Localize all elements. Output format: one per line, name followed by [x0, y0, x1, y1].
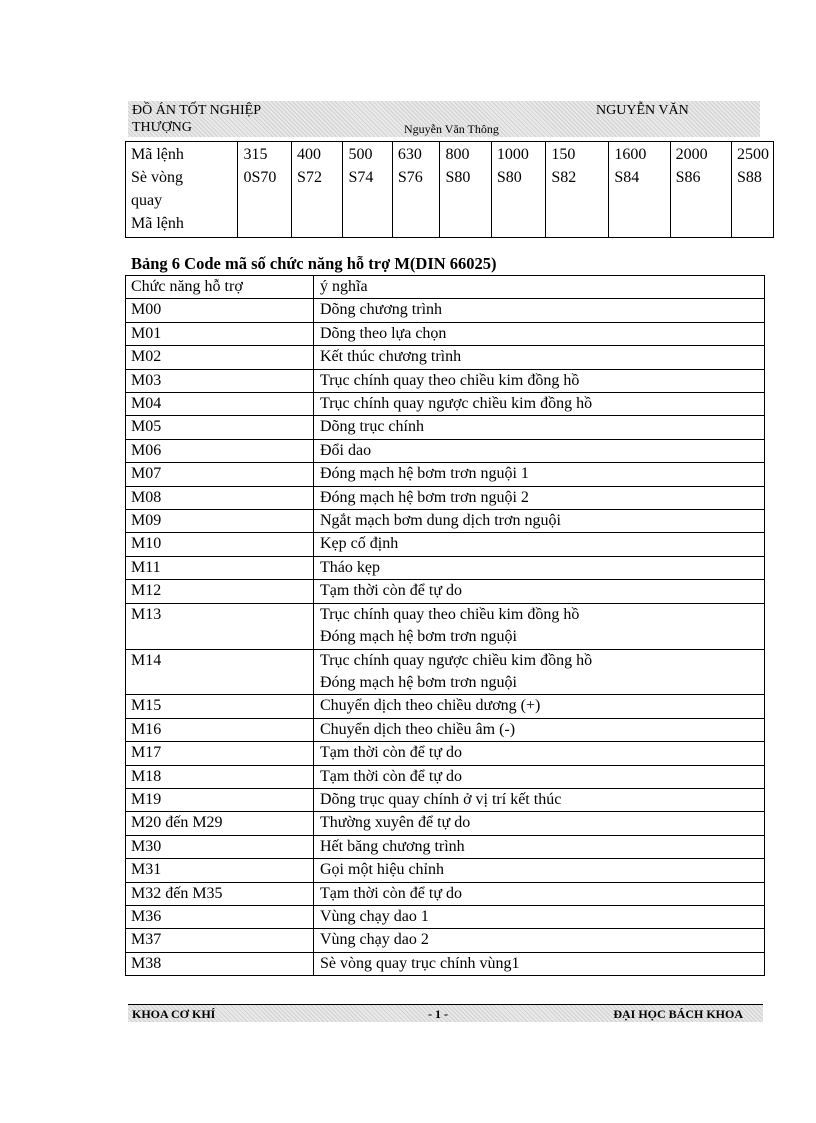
meaning-cell: Chuyển dịch theo chiều dương (+): [314, 695, 765, 718]
meaning-cell: Đổi dao: [314, 439, 765, 462]
meaning-cell: Trục chính quay ngược chiều kim đồng hồ: [314, 393, 765, 416]
meaning-cell: Đóng mạch hệ bơm trơn nguội 1: [314, 463, 765, 486]
table-row: [126, 346, 765, 369]
meaning-cell: Tạm thời còn để tự do: [314, 742, 765, 765]
page-header: [128, 101, 760, 137]
table-row: [126, 882, 765, 905]
mcode-cell: M01: [126, 322, 314, 345]
speed-cell: 630 S76: [392, 142, 440, 238]
mcode-cell: M38: [126, 952, 314, 975]
table-row: [126, 416, 765, 439]
table-row: [126, 765, 765, 788]
mcode-cell: M19: [126, 788, 314, 811]
mcode-cell: M06: [126, 439, 314, 462]
meaning-cell: Dõng trục quay chính ở vị trí kết thúc: [314, 788, 765, 811]
mcode-cell: M08: [126, 486, 314, 509]
table-row: [126, 929, 765, 952]
table-row: [126, 603, 765, 649]
speed-cell: 1600 S84: [609, 142, 670, 238]
mcode-cell: M07: [126, 463, 314, 486]
column-header-meaning: ý nghĩa: [314, 276, 765, 299]
table-row: [126, 439, 765, 462]
table-row: [126, 835, 765, 858]
table-row: [126, 952, 765, 975]
table-row: [126, 905, 765, 928]
mcode-cell: M12: [126, 580, 314, 603]
meaning-cell: Chuyển dịch theo chiều âm (-): [314, 718, 765, 741]
mcode-cell: M05: [126, 416, 314, 439]
speed-cell: 150 S82: [546, 142, 609, 238]
mcode-cell: M02: [126, 346, 314, 369]
meaning-cell: Dõng theo lựa chọn: [314, 322, 765, 345]
mcode-cell: M17: [126, 742, 314, 765]
speed-cell: 500 S74: [343, 142, 392, 238]
speed-cell: 400 S72: [292, 142, 343, 238]
table-row: [126, 533, 765, 556]
page-footer: [128, 1004, 763, 1022]
mcode-cell: M15: [126, 695, 314, 718]
header-author-small: Nguyễn Văn Thông: [404, 122, 499, 136]
spindle-speed-table: [125, 141, 774, 238]
table-header-row: [126, 276, 765, 299]
mcode-cell: M14: [126, 649, 314, 695]
table-row: [126, 695, 765, 718]
meaning-cell: Hết băng chương trình: [314, 835, 765, 858]
speed-cell: 2500 S88: [732, 142, 774, 238]
meaning-cell: Ngắt mạch bơm dung dịch trơn nguội: [314, 510, 765, 533]
mcode-cell: M09: [126, 510, 314, 533]
meaning-cell: Sè vòng quay trục chính vùng1: [314, 952, 765, 975]
mcode-cell: M18: [126, 765, 314, 788]
table-row: [126, 812, 765, 835]
table-row: [126, 718, 765, 741]
meaning-cell: Dõng chương trình: [314, 299, 765, 322]
column-header-function: Chức năng hỗ trợ: [126, 276, 314, 299]
mcode-cell: M03: [126, 369, 314, 392]
table-row: [126, 788, 765, 811]
mcode-cell: M30: [126, 835, 314, 858]
meaning-cell: Thường xuyên để tự do: [314, 812, 765, 835]
mcode-cell: M00: [126, 299, 314, 322]
table-row: [126, 369, 765, 392]
meaning-cell: Đóng mạch hệ bơm trơn nguội 2: [314, 486, 765, 509]
meaning-cell: Vùng chạy dao 1: [314, 905, 765, 928]
mcode-cell: M31: [126, 859, 314, 882]
table-row: [126, 393, 765, 416]
footer-university: ĐẠI HỌC BÁCH KHOA: [613, 1007, 743, 1021]
table-row: [126, 859, 765, 882]
mcode-cell: M10: [126, 533, 314, 556]
table-row: [126, 556, 765, 579]
footer-faculty: KHOA CƠ KHÍ: [132, 1007, 216, 1021]
page-number: - 1 -: [428, 1007, 448, 1021]
table-row: [126, 742, 765, 765]
mcode-cell: M11: [126, 556, 314, 579]
meaning-cell: Trục chính quay ngược chiều kim đồng hồ Đóng mạch hệ bơm trơn nguội: [314, 649, 765, 695]
meaning-cell: Vùng chạy dao 2: [314, 929, 765, 952]
row-label: Mã lệnh Sè vòng quay Mã lệnh: [126, 142, 238, 238]
mcode-cell: M16: [126, 718, 314, 741]
meaning-cell: Tạm thời còn để tự do: [314, 580, 765, 603]
table-title: Bảng 6 Code mã số chức năng hỗ trợ M(DIN 66025): [131, 254, 497, 273]
table-row: [126, 463, 765, 486]
speed-cell: 2000 S86: [670, 142, 731, 238]
meaning-cell: Trục chính quay theo chiều kim đồng hồ Đóng mạch hệ bơm trơn nguội: [314, 603, 765, 649]
mcode-cell: M37: [126, 929, 314, 952]
header-author-name-cont: THƯỢNG: [132, 120, 192, 135]
table-row: [126, 322, 765, 345]
meaning-cell: Tạm thời còn để tự do: [314, 765, 765, 788]
table-row: [126, 486, 765, 509]
mcode-cell: M20 đến M29: [126, 812, 314, 835]
table-row: [126, 299, 765, 322]
table-row: [126, 580, 765, 603]
meaning-cell: Kết thúc chương trình: [314, 346, 765, 369]
meaning-cell: Kẹp cố định: [314, 533, 765, 556]
mcode-cell: M13: [126, 603, 314, 649]
header-author-name: NGUYỄN VĂN: [596, 103, 689, 118]
speed-cell: 1000 S80: [491, 142, 546, 238]
speed-cell: 800 S80: [440, 142, 491, 238]
meaning-cell: Tạm thời còn để tự do: [314, 882, 765, 905]
meaning-cell: Gọi một hiệu chỉnh: [314, 859, 765, 882]
table-row: [126, 510, 765, 533]
table-row: [126, 142, 774, 238]
mcode-table: [125, 275, 765, 976]
header-thesis-label: ĐỒ ÁN TỐT NGHIỆP: [132, 103, 261, 118]
mcode-cell: M32 đến M35: [126, 882, 314, 905]
meaning-cell: Trục chính quay theo chiều kim đồng hồ: [314, 369, 765, 392]
mcode-cell: M04: [126, 393, 314, 416]
meaning-cell: Dõng trục chính: [314, 416, 765, 439]
mcode-cell: M36: [126, 905, 314, 928]
table-row: [126, 649, 765, 695]
meaning-cell: Tháo kẹp: [314, 556, 765, 579]
speed-cell: 315 0S70: [238, 142, 292, 238]
